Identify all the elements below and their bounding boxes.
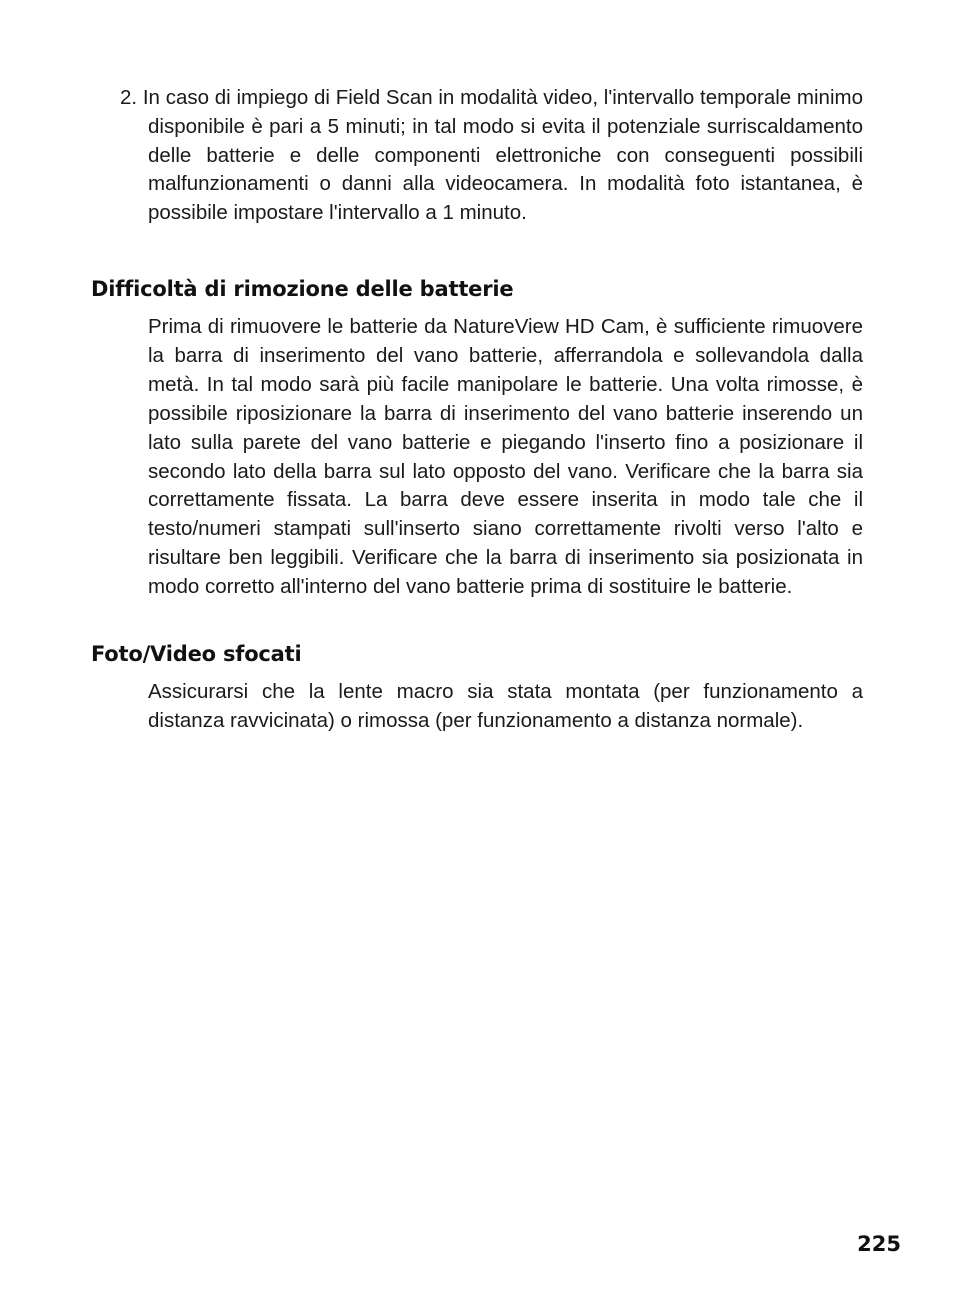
section-heading-blurry-photos: Foto/Video sfocati — [91, 642, 302, 666]
section-body-blurry-photos: Assicurarsi che la lente macro sia stata montata (per funzionamento a distanza ravvicinata) o rimossa (per funzionamento a distanza normale). — [148, 680, 863, 732]
item-text: In caso di impiego di Field Scan in modalità video, l'intervallo temporale minimo disponibile è pari a 5 minuti; in tal modo si evita il potenziale surriscaldamento delle batterie e delle componenti elettroniche con conseguenti possibili malfunzionamenti o danni alla videocamera. In modalità foto istantanea, è possibile impostare l'intervallo a 1 minuto. — [142, 86, 863, 225]
item-number: 2. — [120, 86, 138, 109]
numbered-item-2 — [120, 84, 863, 228]
page-number: 225 — [857, 1232, 901, 1256]
section-body-battery-removal: Prima di rimuovere le batterie da NatureView HD Cam, è sufficiente rimuovere la barra di inserimento del vano batterie, afferrandola e sollevandola dalla metà. In tal modo sarà più facile manipolare le batterie. Una volta rimosse, è possibile riposizionare la barra di inserimento del vano batterie inserendo un lato sulla parete del vano batterie e piegando l'inserto fino a posizionare il secondo lato della barra sul lato opposto del vano. Verificare che la barra sia correttamente fissata. La barra deve essere inserita in modo tale che il testo/numeri stampati sull'inserto siano correttamente rivolti verso l'alto e risultare ben leggibili. Verificare che la barra di inserimento sia posizionata in modo corretto all'interno del vano batterie prima di sostituire le batterie. — [148, 315, 863, 599]
section-heading-battery-removal: Difficoltà di rimozione delle batterie — [91, 277, 514, 301]
